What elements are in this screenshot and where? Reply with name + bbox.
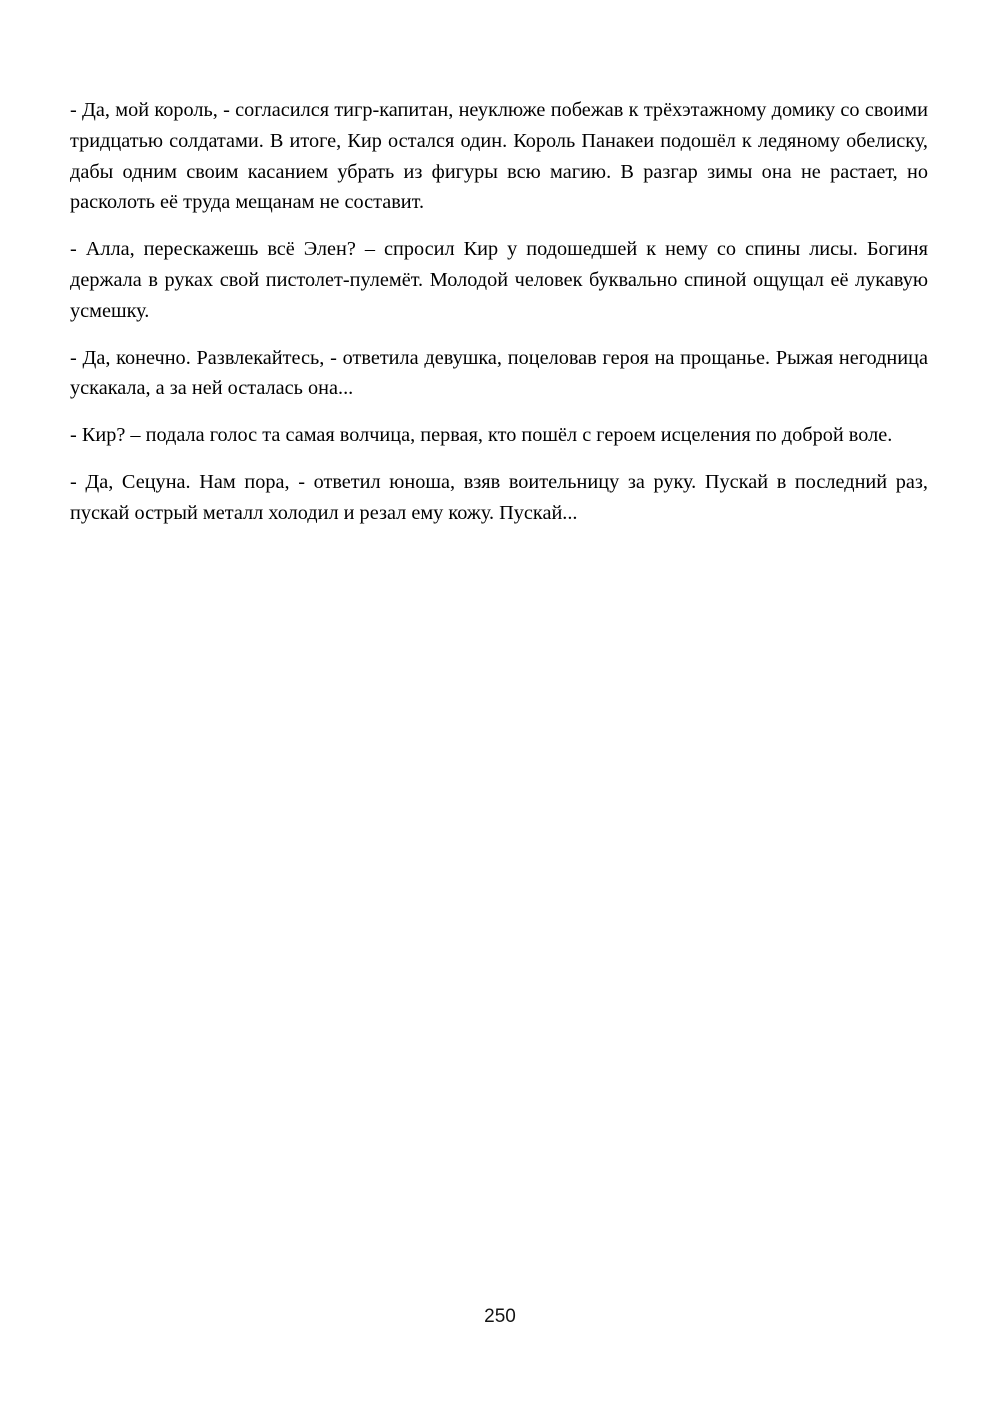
page-number: 250 <box>484 1306 516 1327</box>
paragraph: - Кир? – подала голос та самая волчица, первая, кто пошёл с героем исцеления по доброй воле. <box>70 424 893 447</box>
paragraph: - Да, Сецуна. Нам пора, - ответил юноша, взяв воительницу за руку. Пускай в последний раз, пускай острый металл холодил и резал ему кожу. Пускай... <box>70 470 928 524</box>
paragraph: - Алла, перескажешь всё Элен? – спросил Кир у подошедшей к нему со спины лисы. Богиня держала в руках свой пистолет-пулемёт. Молодой человек буквально спиной ощущал её лукавую усмешку. <box>70 238 928 322</box>
page-text-block <box>70 95 928 545</box>
paragraph: - Да, конечно. Развлекайтесь, - ответила девушка, поцеловав героя на прощанье. Рыжая негодница ускакала, а за ней осталась она... <box>70 346 928 400</box>
paragraph: - Да, мой король, - согласился тигр-капитан, неуклюже побежав к трёхэтажному домику со своими тридцатью солдатами. В итоге, Кир остался один. Король Панакеи подошёл к ледяному обелиску, дабы одним своим касанием убрать из фигуры всю магию. В разгар зимы она не растает, но расколоть её труда мещанам не составит. <box>70 99 928 214</box>
paragraph-list <box>70 95 928 529</box>
